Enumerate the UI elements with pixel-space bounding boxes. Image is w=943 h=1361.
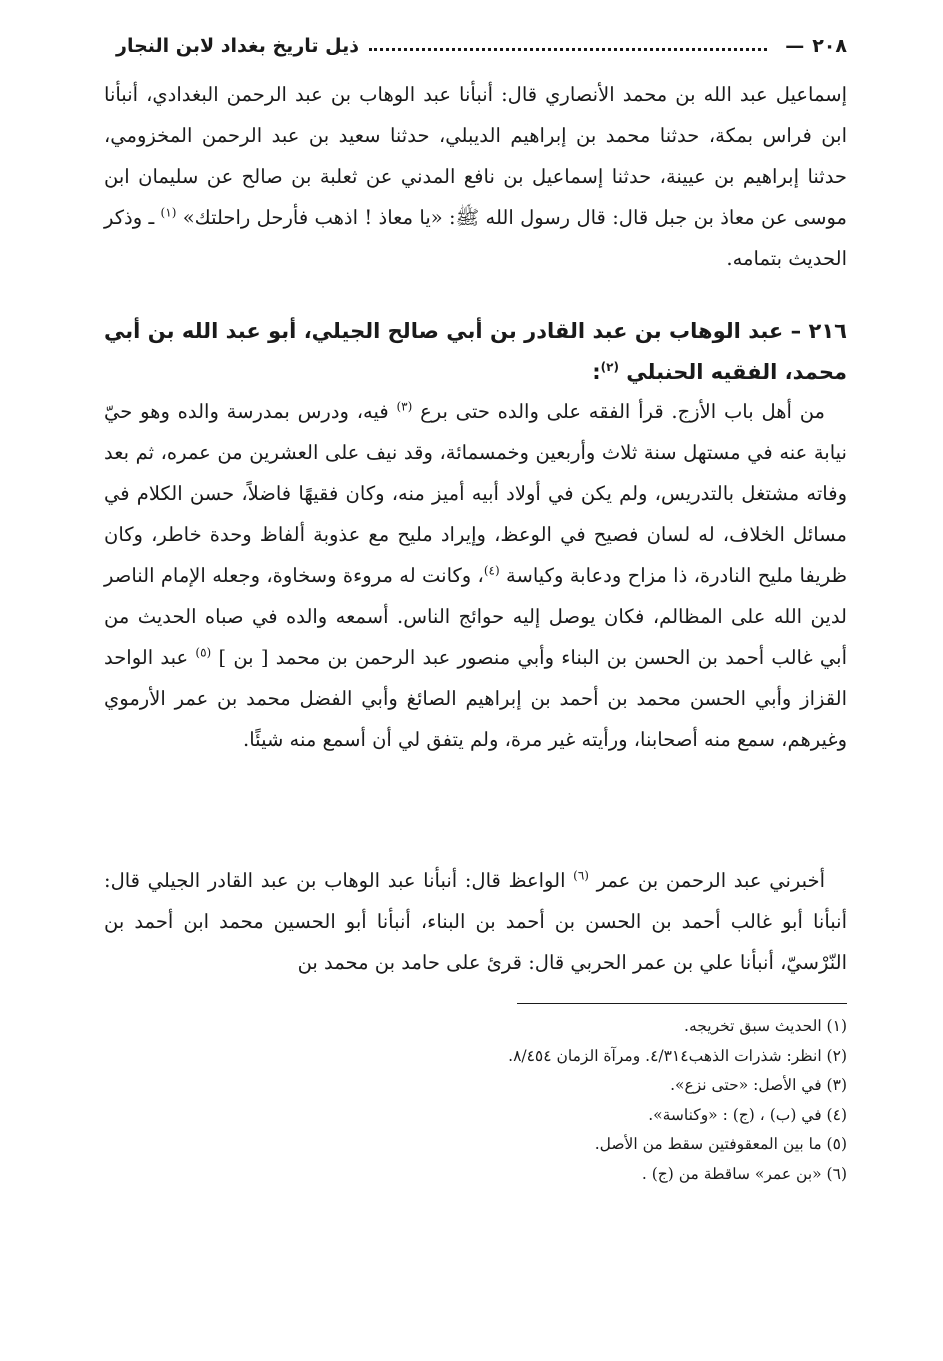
entry-heading-text: ٢١٦ – عبد الوهاب بن عبد القادر بن أبي صالح الجيلي، أبو عبد الله بن أبي محمد، الفقيه الحنبلي (104, 319, 847, 384)
narration-paragraph (104, 860, 847, 983)
footnote: (١) الحديث سبق تخريجه. (684, 1017, 847, 1035)
footnote-ref: (٥) (195, 645, 212, 660)
running-header (116, 28, 847, 64)
footnotes (104, 1012, 847, 1189)
running-title: ذيل تاريخ بغداد لابن النجار (116, 35, 359, 57)
paragraph-text: من أهل باب الأزج. قرأ الفقه على والده حتى برع (420, 400, 826, 423)
paragraph-text: ، وكانت له مروءة وسخاوة، وجعله الإمام الناصر لدين الله على المظالم، فكان يوصل إليه حوائج الناس. أسمعه والده في صباه الحديث من أبي غالب أحمد بن الحسن بن البناء وأبي منصور عبد الرحمن بن محمد [ بن ] (104, 564, 847, 669)
header-dash: — (785, 35, 805, 57)
paragraph-text: أخبرني عبد الرحمن بن عمر (596, 869, 826, 892)
entry-heading-tail: : (592, 360, 601, 384)
biography-paragraph (104, 391, 847, 760)
paragraph-text: عبد الواحد القزاز وأبي الحسن محمد بن أحمد بن إبراهيم الصائغ وأبي الفضل محمد بن عمر الأرموي وغيرهم، سمع منه أصحابنا، ورأيته غير مرة، ولم يتفق لي أن أسمع منه شيئًا. (104, 646, 847, 751)
entry-heading (104, 311, 847, 393)
footnote: (٤) في (ب) ، (ج) : «وكناسة». (648, 1105, 847, 1124)
footnote: (٣) في الأصل: «حتى نزع». (670, 1076, 847, 1094)
continued-paragraph (104, 74, 847, 279)
paragraph-text: الواعظ قال: أنبأنا عبد الوهاب بن عبد القادر الجيلي قال: أنبأنا أبو غالب أحمد بن الحسن بن أحمد بن البناء، أنبأنا أبو الحسين محمد ابن أحمد بن النّرْسيّ، أنبأنا علي بن عمر الحربي قال: قرئ على حامد بن محمد بن (104, 869, 847, 974)
footnote-ref: (٢) (600, 360, 619, 374)
footnote: (٥) ما بين المعقوفتين سقط من الأصل. (594, 1135, 847, 1153)
footnote: (٦) «بن عمر» ساقطة من (ج) . (641, 1164, 847, 1183)
footnote-ref: (٤) (483, 563, 500, 578)
footnote-ref: (٣) (396, 399, 413, 414)
paragraph (104, 860, 847, 983)
footnote-ref: (٦) (573, 868, 589, 883)
header-leader-dots (369, 48, 767, 51)
page-number: ٢٠٨ (812, 35, 847, 57)
footnote-separator (517, 1003, 847, 1004)
footnote-ref: (١) (160, 205, 177, 220)
paragraph (104, 391, 847, 760)
paragraph (104, 74, 847, 279)
paragraph-text: فيه، ودرس بمدرسة والده وهو حيّ نيابة عنه في مستهل سنة ثلاث وأربعين وخمسمائة، وقد نيف على العشرين من عمره، ثم بعد وفاته مشتغل بالتدريس، ولم يكن في أولاد أبيه أميز منه، وكان فقيهًا فاضلاً، حسن الكلام في مسائل الخلاف، له لسان فصيح في الوعظ، وإيراد مليح مع عذوبة ألفاظ وحدة خاطر، وكان ظريفا مليح النادرة، ذا مزاح ودعابة وكياسة (104, 400, 848, 587)
footnote: (٢) انظر: شذرات الذهب٤/٣١٤. ومرآة الزمان ٨/٤٥٤. (508, 1046, 847, 1065)
paragraph-text: إسماعيل عبد الله بن محمد الأنصاري قال: أنبأنا عبد الوهاب بن عبد الرحمن البغدادي، أنبأنا ابن فراس بمكة، حدثنا محمد بن إبراهيم الديبلي، حدثنا سعيد بن عبد الرحمن المخزومي، حدثنا إبراهيم بن عيينة، حدثنا إسماعيل بن نافع المدني عن ثعلبة بن صالح عن سليمان ابن موسى عن معاذ بن جبل قال: قال رسول الله ﷺ: «يا معاذ ! اذهب فأرحل راحلتك» (104, 83, 847, 229)
paragraph-text: ـ وذكر الحديث بتمامه. (104, 206, 847, 270)
